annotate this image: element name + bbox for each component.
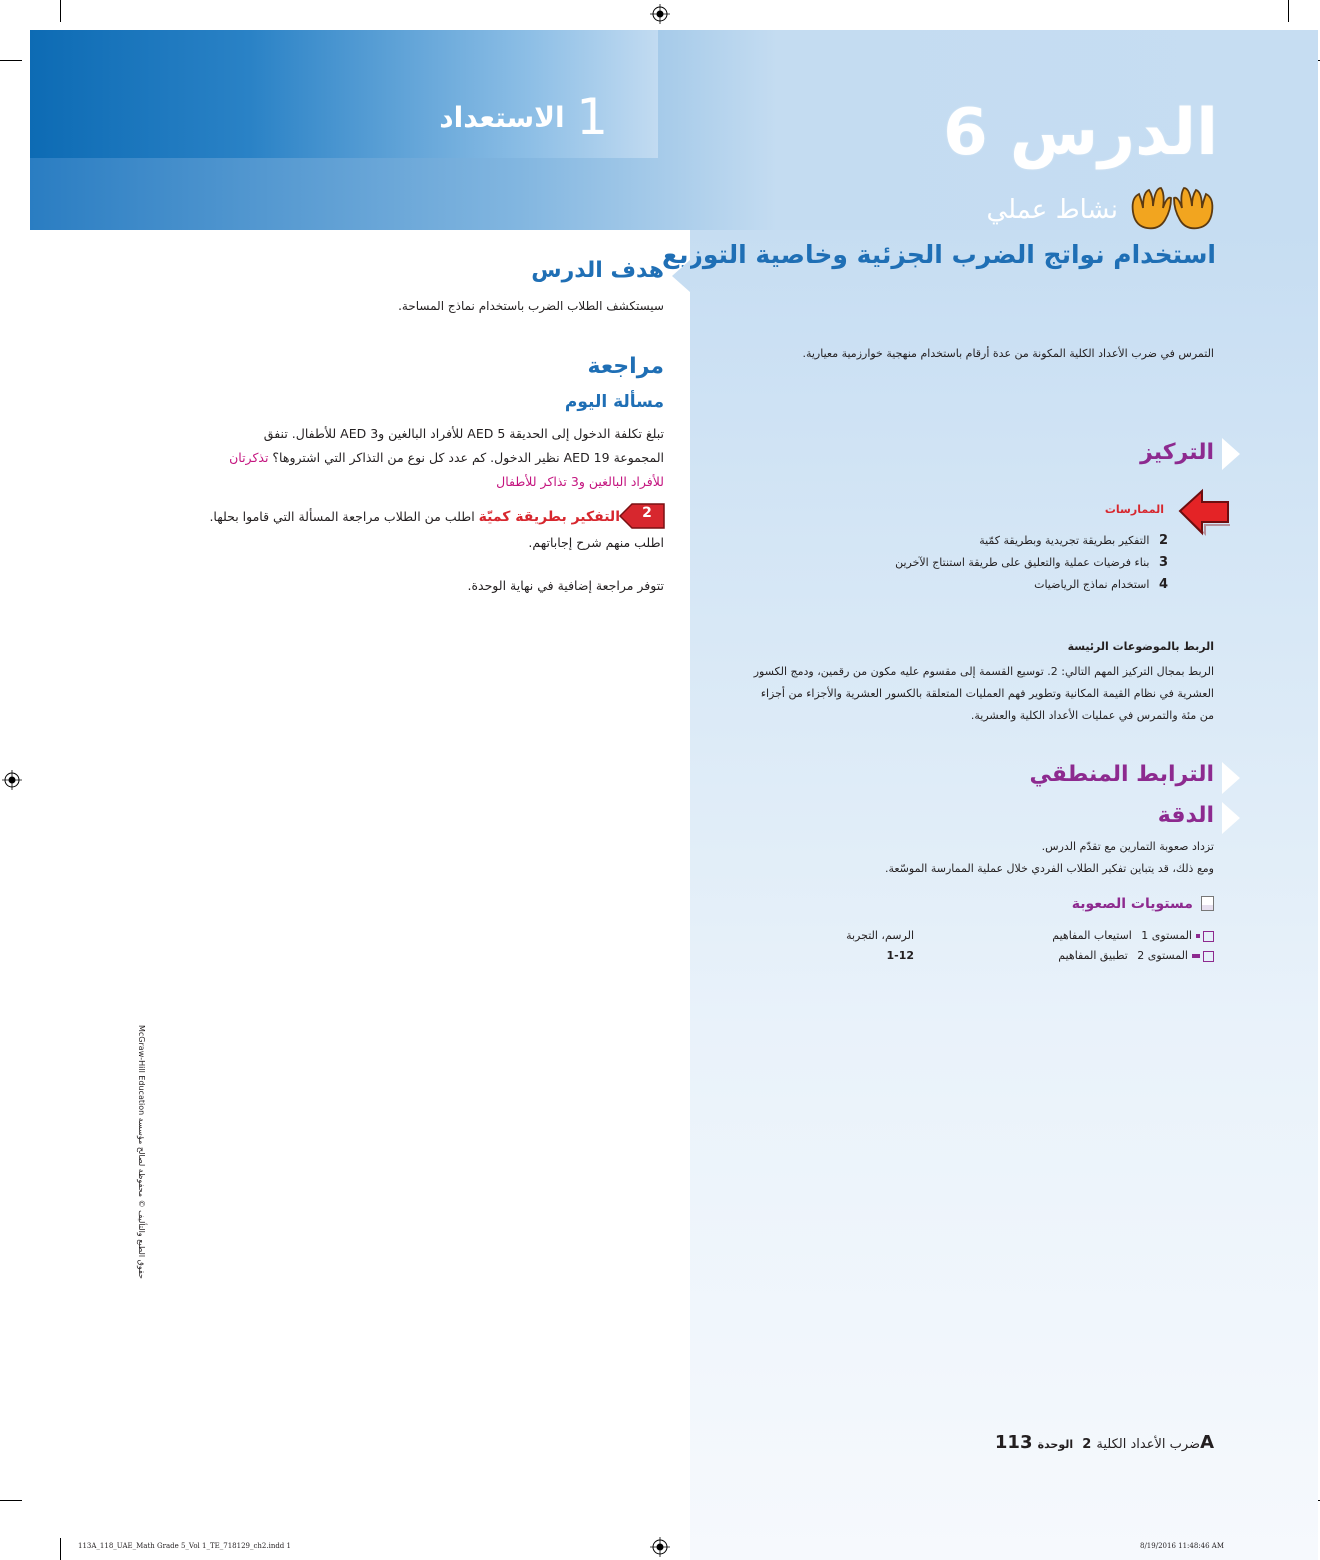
- objective-heading: هدف الدرس: [531, 258, 664, 283]
- footer-line: [754, 1432, 1214, 1453]
- link-line-1: الربط بمجال التركيز المهم التالي: 2. توسيع القسمة إلى مقسوم عليه مكون من رقمين، ودمج الكسور: [753, 665, 1214, 678]
- coherence-heading: الترابط المنطقي: [1029, 762, 1214, 787]
- level-2-value: 1-12: [886, 949, 914, 962]
- focus-heading: التركيز: [1140, 440, 1214, 465]
- objective-text: سيستكشف الطلاب الضرب باستخدام نماذج المساحة.: [398, 299, 664, 313]
- step-label-group: [308, 88, 608, 146]
- crop-mark: [60, 0, 61, 22]
- rigor-line-1: تزداد صعوبة التمارين مع تقدّم الدرس.: [1041, 840, 1214, 853]
- problem-of-day-heading: مسألة اليوم: [564, 392, 664, 412]
- red-arrow-icon: [1176, 488, 1232, 538]
- practices-label: الممارسات: [1104, 503, 1164, 516]
- registration-mark-icon: [2, 770, 22, 790]
- unit-number: 2: [1082, 1437, 1092, 1452]
- level-2-icon: [1203, 951, 1214, 962]
- review-heading: مراجعة: [587, 354, 664, 379]
- think-line-1: [140, 505, 620, 529]
- crop-mark: [0, 60, 22, 61]
- crop-mark: [0, 1500, 22, 1501]
- activity-label: نشاط عملي: [986, 195, 1118, 225]
- rigor-heading: الدقة: [1157, 803, 1214, 828]
- section-arrow-icon: [1222, 762, 1240, 794]
- rigor-line-2: ومع ذلك، قد يتباين تفكير الطلاب الفردي خلال عملية الممارسة الموسّعة.: [884, 862, 1214, 875]
- file-slug: 113A_118_UAE_Math Grade 5_Vol 1_TE_718129_ch2.indd 1: [78, 1542, 291, 1550]
- answer-part-1: تذكرتان: [229, 450, 269, 465]
- step-number: 1: [576, 88, 608, 146]
- practice-item: 2 التفكير بطريقة تجريدية وبطريقة كمّية: [979, 533, 1168, 548]
- levels-heading-group: [914, 893, 1214, 912]
- lesson-label: الدرس 6: [943, 96, 1218, 170]
- levels-heading: مستويات الصعوبة: [1071, 896, 1193, 912]
- think-label: التفكير بطريقة كميّة: [478, 509, 620, 525]
- page-number: 113A: [994, 1432, 1214, 1453]
- crop-mark: [1288, 0, 1289, 22]
- level-1-value: الرسم، التجربة: [846, 929, 914, 942]
- registration-mark-icon: [650, 4, 670, 24]
- practices-list: [668, 530, 1168, 596]
- problem-line-2: المجموعة AED 19 نظير الدخول. كم عدد كل نوع من التذاكر التي اشتروها؟: [272, 450, 664, 465]
- unit-title: ضرب الأعداد الكلية: [1096, 1437, 1201, 1452]
- link-heading: الربط بالموضوعات الرئيسة: [1067, 640, 1214, 653]
- section-arrow-icon: [672, 260, 690, 292]
- answer-part-2: للأفراد البالغين و3 تذاكر للأطفال: [496, 474, 664, 489]
- print-date: 8/19/2016 11:48:46 AM: [1140, 1542, 1225, 1550]
- hands-icon: [1125, 182, 1220, 234]
- copyright-text: حقوق الطبع والتأليف © محفوظة لصالح مؤسسة McGraw-Hill Education: [137, 1025, 146, 1279]
- crop-mark: [60, 1538, 61, 1560]
- think-text-1: اطلب من الطلاب مراجعة المسألة التي قاموا بحلها.: [209, 509, 475, 524]
- extra-review-text: تتوفر مراجعة إضافية في نهاية الوحدة.: [467, 578, 664, 593]
- unit-label: الوحدة: [1037, 1438, 1074, 1451]
- level-row: المستوى 2 تطبيق المفاهيم: [994, 945, 1214, 967]
- practice-item: 4 استخدام نماذج الرياضيات: [1034, 577, 1168, 592]
- practice-badge-number: 2: [642, 505, 652, 521]
- practice-item: 3 بناء فرضيات عملية والتعليق على طريقة استنتاج الآخرين: [895, 555, 1168, 570]
- lesson-title: استخدام نواتج الضرب الجزئية وخاصية التوزيع: [662, 240, 1216, 269]
- step-label: الاستعداد: [439, 100, 565, 134]
- section-arrow-icon: [1222, 802, 1240, 834]
- think-text-2: اطلب منهم شرح إجاباتهم.: [528, 535, 664, 550]
- link-line-2: العشرية في نظام القيمة المكانية وتطوير فهم العمليات المتعلقة بالكسور العشرية والأجزاء من أجزاء: [760, 687, 1214, 700]
- levels-icon: [1201, 896, 1214, 911]
- registration-mark-icon: [650, 1537, 670, 1557]
- intro-text: التمرس في ضرب الأعداد الكلية المكونة من عدة أرقام باستخدام منهجية خوارزمية معيارية.: [802, 347, 1214, 360]
- copyright-wrapper: [134, 1025, 146, 1325]
- problem-line-1: تبلغ تكلفة الدخول إلى الحديقة AED 5 للأفراد البالغين وAED 3 للأطفال. تنفق: [263, 426, 664, 441]
- level-row: المستوى 1 استيعاب المفاهيم: [994, 925, 1214, 947]
- problem-line-2-group: [194, 446, 664, 470]
- link-line-3: من مئة والتمرس في عمليات الأعداد الكلية والعشرية.: [970, 709, 1214, 722]
- section-arrow-icon: [1222, 438, 1240, 470]
- level-1-icon: [1203, 931, 1214, 942]
